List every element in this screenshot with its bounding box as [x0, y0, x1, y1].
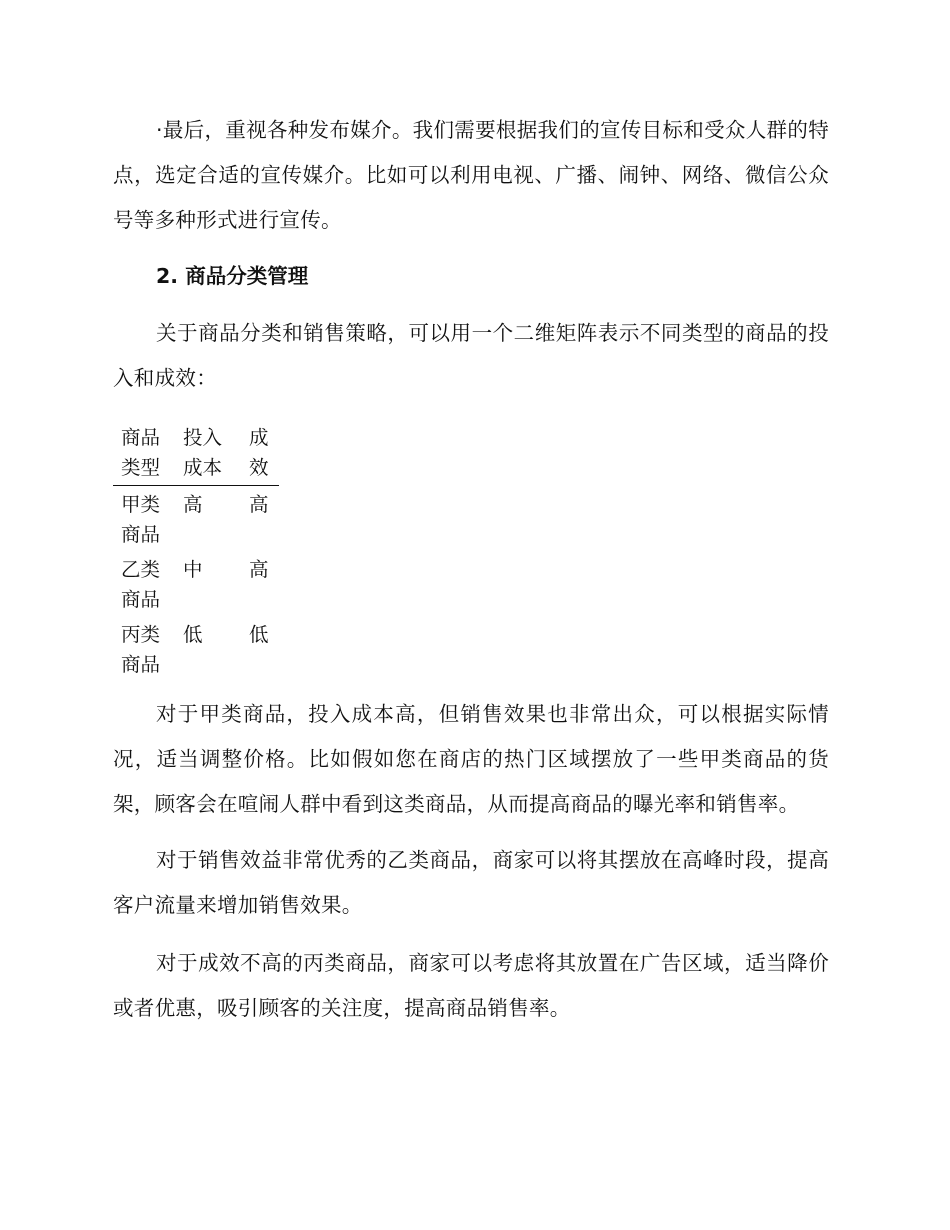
table-header-row	[113, 423, 279, 486]
cell-input-cost: 中	[183, 558, 203, 581]
header-input-cost: 投入成本	[183, 426, 223, 479]
cell-effect: 高	[249, 558, 269, 581]
paragraph-class-a: 对于甲类商品，投入成本高，但销售效果也非常出众，可以根据实际情况，适当调整价格。比如假如您在商店的热门区域摆放了一些甲类商品的货架，顾客会在喧闹人群中看到这类商品，从而提高商品的曝光率和销售率。	[113, 702, 829, 816]
paragraph-class-b: 对于销售效益非常优秀的乙类商品，商家可以将其摆放在高峰时段，提高客户流量来增加销售效果。	[113, 848, 829, 917]
table-row	[113, 616, 279, 681]
cell-product-type: 丙类商品	[121, 623, 161, 676]
section-heading: 2. 商品分类管理	[156, 264, 309, 288]
header-effect: 成效	[249, 426, 269, 479]
cell-product-type: 乙类商品	[121, 558, 161, 611]
cell-effect: 低	[249, 623, 269, 646]
paragraph-matrix-intro: 关于商品分类和销售策略，可以用一个二维矩阵表示不同类型的商品的投入和成效：	[113, 321, 829, 390]
product-matrix-table	[113, 423, 279, 681]
cell-input-cost: 高	[183, 493, 203, 516]
cell-input-cost: 低	[183, 623, 203, 646]
table-row	[113, 551, 279, 616]
cell-effect: 高	[249, 493, 269, 516]
cell-product-type: 甲类商品	[121, 493, 161, 546]
table-row	[113, 486, 279, 552]
paragraph-publishing-media: ·最后，重视各种发布媒介。我们需要根据我们的宣传目标和受众人群的特点，选定合适的宣传媒介。比如可以利用电视、广播、闹钟、网络、微信公众号等多种形式进行宣传。	[113, 118, 829, 232]
paragraph-class-c: 对于成效不高的丙类商品，商家可以考虑将其放置在广告区域，适当降价或者优惠，吸引顾客的关注度，提高商品销售率。	[113, 951, 829, 1020]
header-product-type: 商品类型	[121, 426, 161, 479]
